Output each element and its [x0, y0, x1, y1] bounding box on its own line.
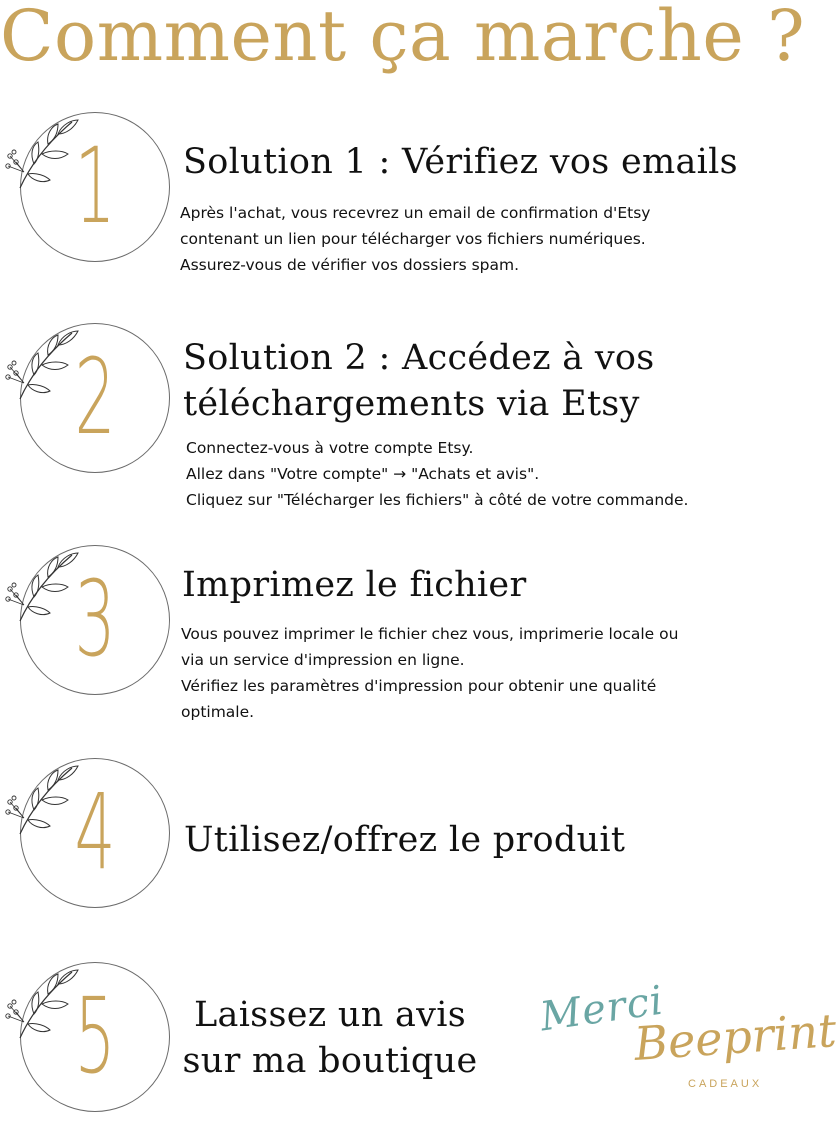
- step-heading: Imprimez le fichier: [182, 565, 527, 605]
- step-description: Après l'achat, vous recevrez un email de confirmation d'Etsy contenant un lien pour télécharger vos fichiers numériques. Assurez-vous de vérifier vos dossiers spam.: [180, 204, 651, 274]
- page-title: Comment ça marche ?: [0, 0, 806, 77]
- brand-logo: Beeprint: [632, 1003, 838, 1071]
- step-heading: Solution 2 : Accédez à vos téléchargements via Etsy: [183, 338, 655, 424]
- step-description: Vous pouvez imprimer le fichier chez vous, imprimerie locale ou via un service d'impression en ligne. Vérifiez les paramètres d'impression pour obtenir une qualité optimale.: [181, 625, 679, 721]
- step-heading: Solution 1 : Vérifiez vos emails: [183, 142, 738, 182]
- merci-signature: Merci: [537, 977, 667, 1041]
- step-heading: Laissez un avis sur ma boutique: [182, 995, 478, 1081]
- step-number: 1: [74, 125, 116, 247]
- step-number: 2: [74, 336, 116, 458]
- step-heading: Utilisez/offrez le produit: [184, 820, 626, 860]
- step-number: 3: [74, 558, 116, 680]
- step-number: 4: [74, 771, 116, 893]
- step-description: Connectez-vous à votre compte Etsy. Allez dans "Votre compte" → "Achats et avis". Cliquez sur "Télécharger les fichiers" à côté de votre commande.: [186, 439, 689, 509]
- step-number: 5: [74, 975, 116, 1097]
- brand-subtitle: CADEAUX: [688, 1078, 763, 1090]
